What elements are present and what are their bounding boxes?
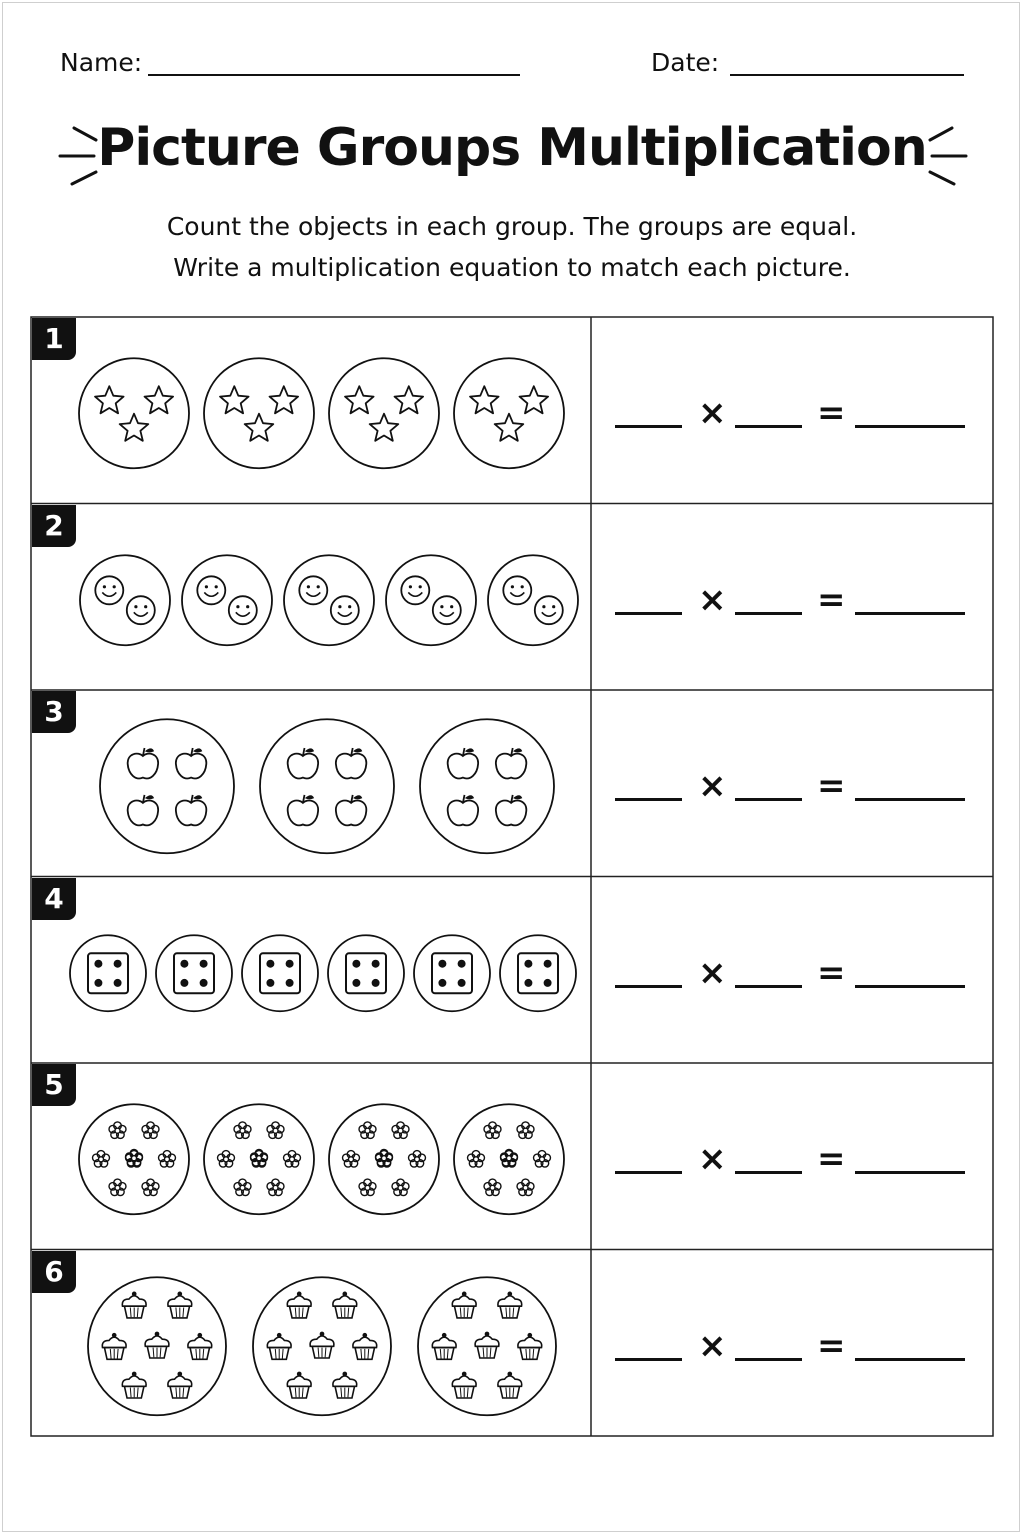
problem-number: 5 [32,1064,76,1106]
product-blank[interactable] [855,1358,965,1361]
cupcake-icon [333,1291,357,1317]
cupcake-icon [145,1331,169,1357]
picture-groups [30,316,591,503]
factor-2-blank[interactable] [735,612,802,615]
group-circle [329,1104,439,1214]
problem-number: 2 [32,505,76,547]
star-icon [345,386,374,413]
group-circle [182,555,272,645]
cupcake-icon [102,1332,126,1358]
problem-row [30,1062,992,1249]
group-circle [204,358,314,468]
cupcake-icon [122,1371,146,1397]
picture-groups [30,503,591,690]
smiley-face-icon [535,596,563,624]
smiley-face-icon [503,576,531,604]
flower-icon [343,1151,360,1168]
name-field[interactable] [148,74,520,76]
cupcake-icon [452,1371,476,1397]
group-circle [242,935,318,1011]
star-icon [470,386,499,413]
smiley-face-icon [331,596,359,624]
picture-groups [30,689,591,876]
factor-2-blank[interactable] [735,798,802,801]
equals-sign: = [817,1325,846,1366]
group-circle [386,555,476,645]
instructions-line-2: Write a multiplication equation to match each picture. [173,253,851,282]
flower-icon [484,1122,501,1139]
star-icon [95,386,124,413]
star-icon [120,414,149,441]
problem-number: 4 [32,878,76,920]
star-icon [495,414,524,441]
star-icon [245,414,274,441]
equals-sign: = [817,393,846,434]
page-title: Picture Groups Multiplication [97,118,927,178]
cupcake-icon [188,1332,212,1358]
problem-row [30,876,992,1063]
equation-area [614,1062,994,1249]
cupcake-icon [452,1291,476,1317]
factor-2-blank[interactable] [735,425,802,428]
star-icon [395,386,424,413]
problem-number: 6 [32,1251,76,1293]
title-burst-right-icon [924,124,968,190]
flower-icon [517,1122,534,1139]
group-circle [88,1277,226,1415]
die-four-icon [346,953,386,993]
problem-row [30,1249,992,1436]
apple-icon [448,795,478,825]
group-circle [260,719,394,853]
group-circle [79,358,189,468]
flower-icon [359,1122,376,1139]
die-four-icon [88,953,128,993]
problem-row [30,689,992,876]
group-circle [328,935,404,1011]
flower-icon [284,1151,301,1168]
flower-icon [218,1151,235,1168]
factor-1-blank[interactable] [615,1171,682,1174]
die-four-icon [432,953,472,993]
problem-number: 3 [32,691,76,733]
cupcake-icon [498,1291,522,1317]
die-four-icon [518,953,558,993]
star-icon [370,414,399,441]
times-sign: × [698,952,727,993]
apple-icon [128,795,158,825]
smiley-face-icon [299,576,327,604]
equation-area [614,689,994,876]
factor-1-blank[interactable] [615,798,682,801]
flower-icon [234,1122,251,1139]
apple-icon [176,795,206,825]
flower-icon [359,1179,376,1196]
cupcake-icon [287,1371,311,1397]
apple-icon [448,748,478,778]
factor-1-blank[interactable] [615,425,682,428]
smiley-face-icon [401,576,429,604]
apple-icon [336,795,366,825]
problem-row [30,503,992,690]
picture-groups [30,1062,591,1249]
flower-icon [159,1151,176,1168]
star-icon [270,386,299,413]
instructions-line-1: Count the objects in each group. The groups are equal. [166,212,858,241]
flower-icon [517,1179,534,1196]
times-sign: × [698,393,727,434]
group-circle [329,358,439,468]
cupcake-icon [310,1331,334,1357]
group-circle [420,719,554,853]
group-circle [284,555,374,645]
factor-2-blank[interactable] [735,1358,802,1361]
cupcake-icon [498,1371,522,1397]
apple-icon [128,748,158,778]
cupcake-icon [267,1332,291,1358]
product-blank[interactable] [855,425,965,428]
factor-2-blank[interactable] [735,985,802,988]
product-blank[interactable] [855,798,965,801]
cupcake-icon [353,1332,377,1358]
flower-icon [468,1151,485,1168]
group-circle [488,555,578,645]
cupcake-icon [333,1371,357,1397]
cupcake-icon [168,1371,192,1397]
flower-icon [142,1179,159,1196]
equation-area [614,316,994,503]
die-four-icon [260,953,300,993]
group-circle [454,1104,564,1214]
group-circle [253,1277,391,1415]
cupcake-icon [475,1331,499,1357]
apple-icon [288,795,318,825]
cupcake-icon [168,1291,192,1317]
flower-icon [409,1151,426,1168]
picture-groups [30,876,591,1063]
date-field[interactable] [730,74,964,76]
apple-icon [496,748,526,778]
group-circle [70,935,146,1011]
name-label: Name: [60,48,143,77]
equals-sign: = [817,1139,846,1180]
flower-icon [251,1149,268,1166]
problem-row [30,316,992,503]
group-circle [79,1104,189,1214]
equation-area [614,503,994,690]
flower-icon [142,1122,159,1139]
cupcake-icon [432,1332,456,1358]
equation-area [614,876,994,1063]
factor-1-blank[interactable] [615,985,682,988]
flower-icon [501,1149,518,1166]
apple-icon [496,795,526,825]
factor-1-blank[interactable] [615,1358,682,1361]
cupcake-icon [122,1291,146,1317]
star-icon [145,386,174,413]
flower-icon [534,1151,551,1168]
flower-icon [392,1122,409,1139]
product-blank[interactable] [855,1171,965,1174]
group-circle [100,719,234,853]
flower-icon [109,1122,126,1139]
date-label: Date: [651,48,720,77]
smiley-face-icon [95,576,123,604]
group-circle [414,935,490,1011]
flower-icon [234,1179,251,1196]
smiley-face-icon [197,576,225,604]
times-sign: × [698,579,727,620]
flower-icon [484,1179,501,1196]
group-circle [418,1277,556,1415]
equals-sign: = [817,952,846,993]
factor-1-blank[interactable] [615,612,682,615]
times-sign: × [698,1325,727,1366]
times-sign: × [698,1139,727,1180]
group-circle [80,555,170,645]
smiley-face-icon [229,596,257,624]
smiley-face-icon [127,596,155,624]
product-blank[interactable] [855,985,965,988]
picture-groups [30,1249,591,1436]
apple-icon [336,748,366,778]
cupcake-icon [518,1332,542,1358]
flower-icon [109,1179,126,1196]
group-circle [156,935,232,1011]
equals-sign: = [817,766,846,807]
flower-icon [376,1149,393,1166]
star-icon [220,386,249,413]
group-circle [500,935,576,1011]
flower-icon [392,1179,409,1196]
group-circle [454,358,564,468]
flower-icon [93,1151,110,1168]
factor-2-blank[interactable] [735,1171,802,1174]
flower-icon [267,1122,284,1139]
flower-icon [267,1179,284,1196]
equals-sign: = [817,579,846,620]
equation-area [614,1249,994,1436]
smiley-face-icon [433,596,461,624]
times-sign: × [698,766,727,807]
star-icon [520,386,549,413]
group-circle [204,1104,314,1214]
problem-number: 1 [32,318,76,360]
apple-icon [176,748,206,778]
cupcake-icon [287,1291,311,1317]
die-four-icon [174,953,214,993]
flower-icon [126,1149,143,1166]
apple-icon [288,748,318,778]
product-blank[interactable] [855,612,965,615]
